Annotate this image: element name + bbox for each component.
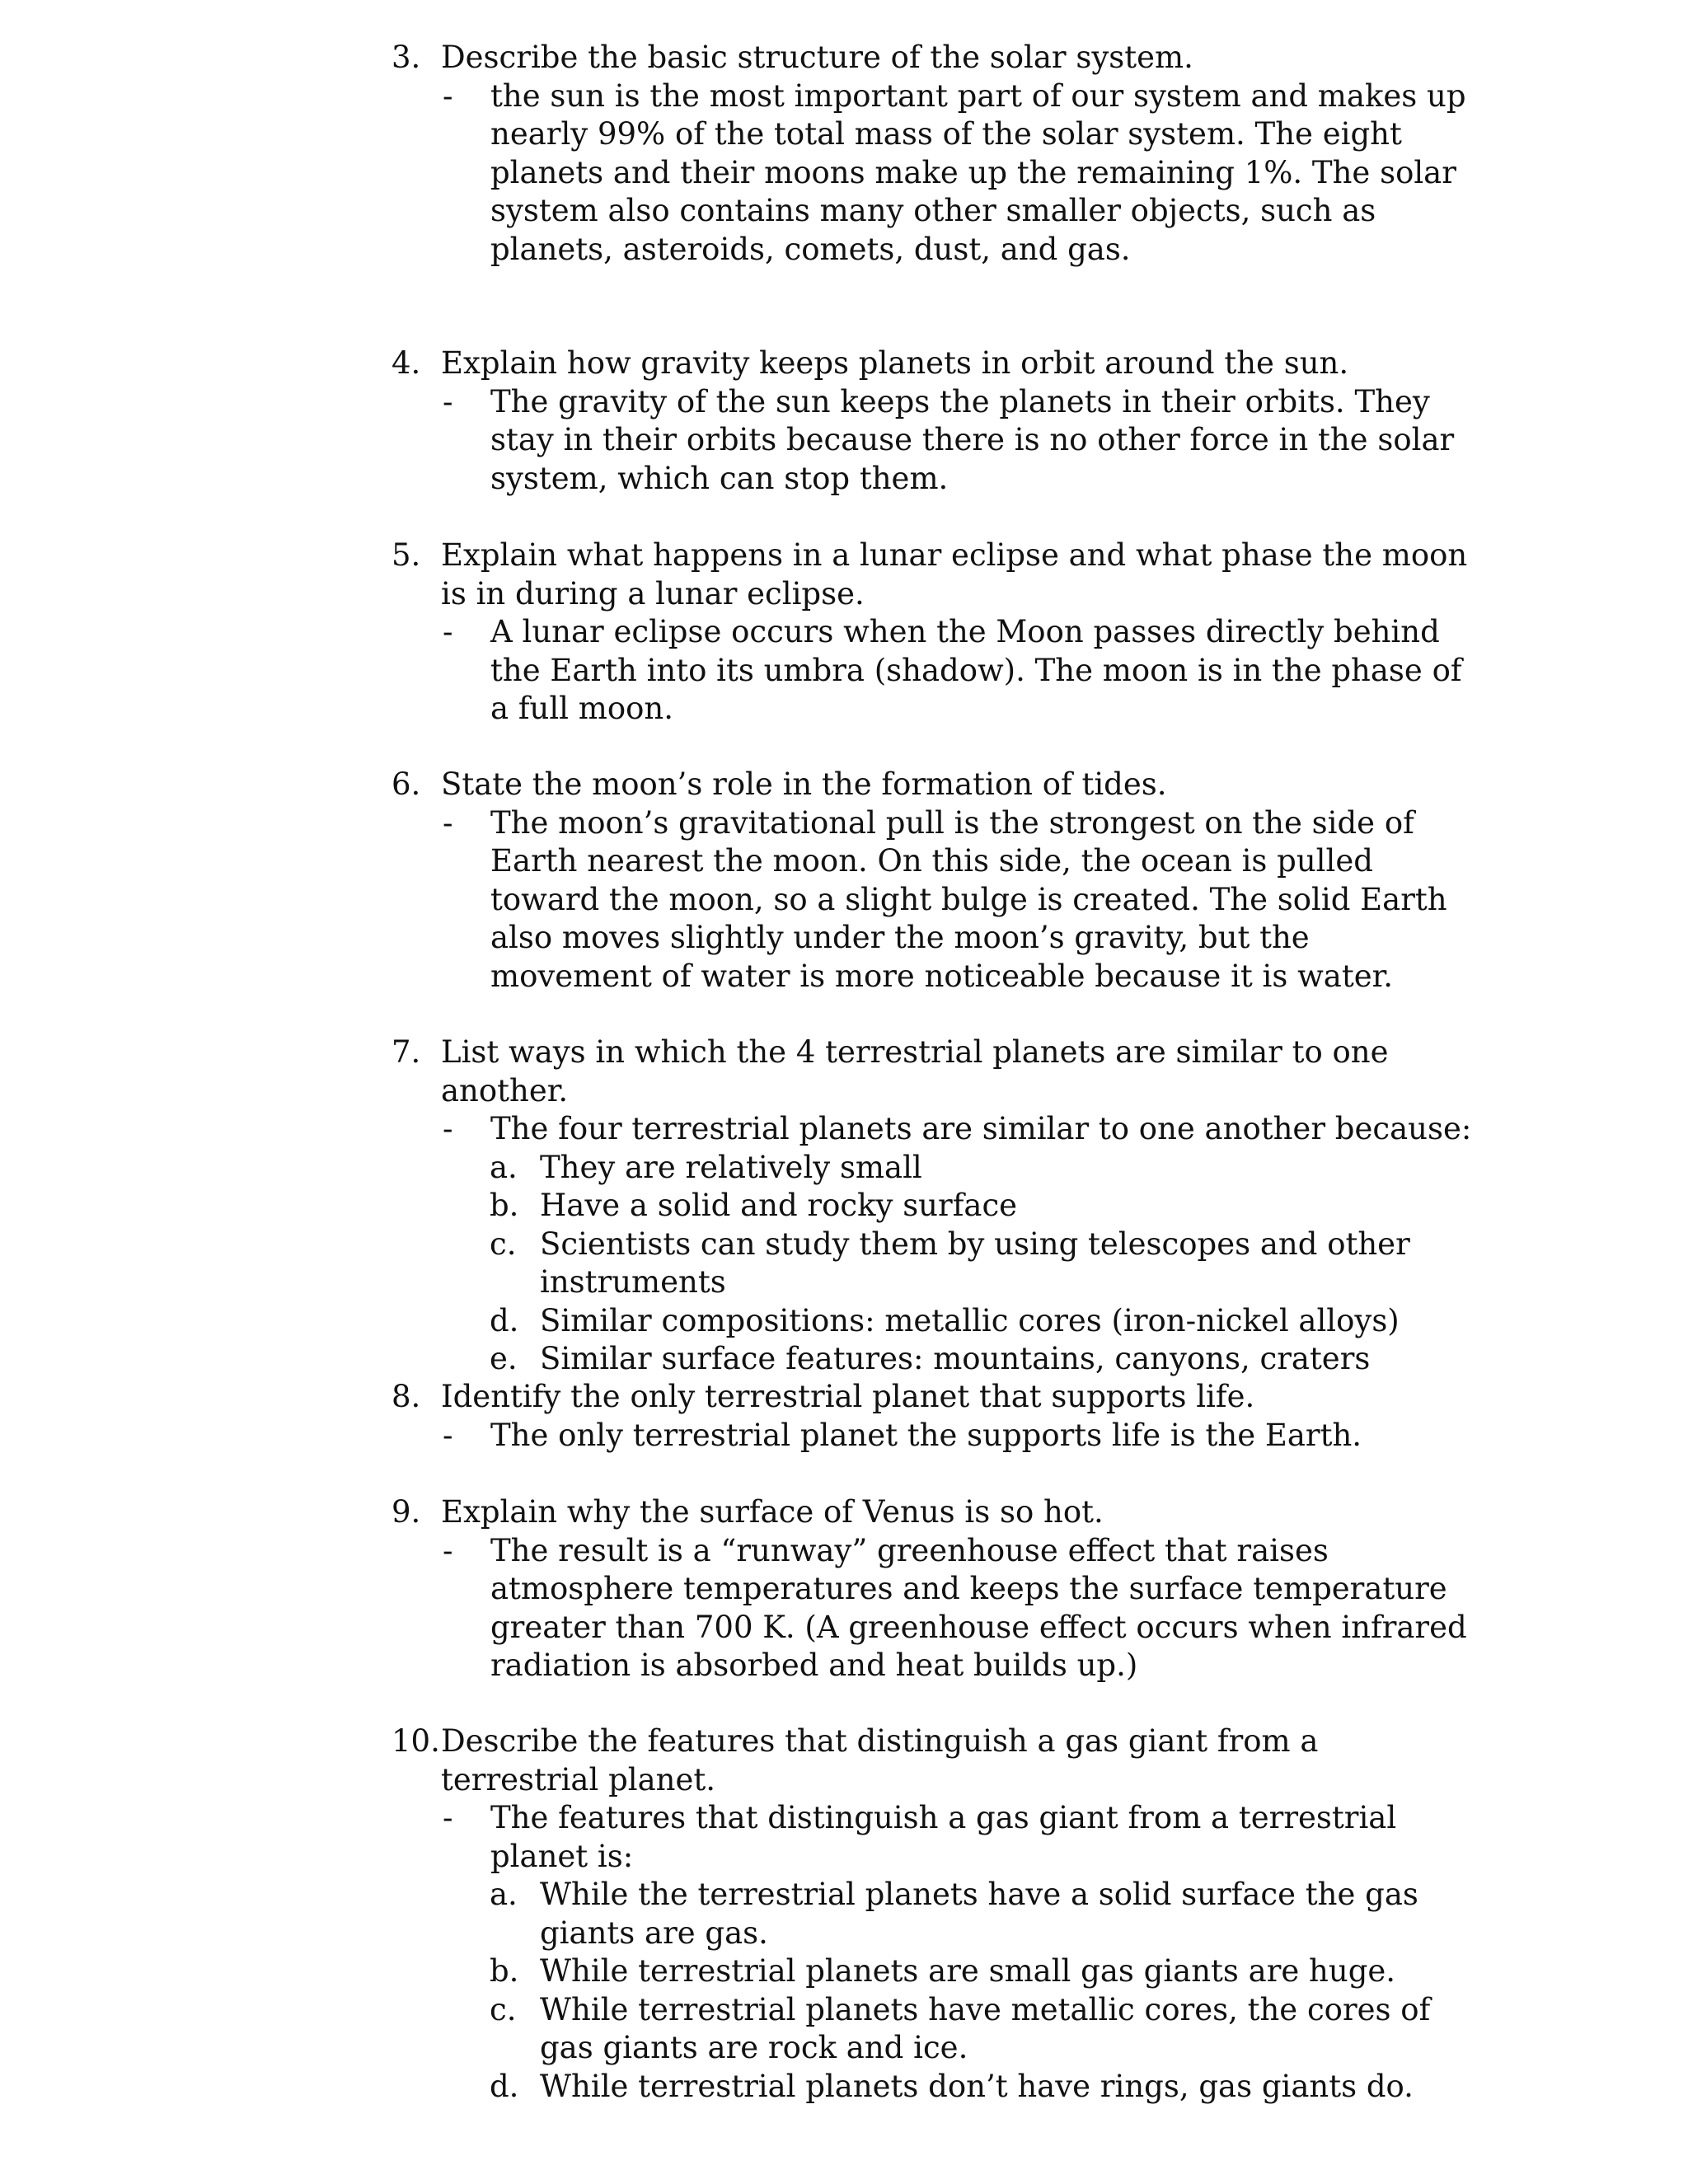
answer-text: The only terrestrial planet the supports life is the Earth. (490, 1417, 1362, 1453)
answer (392, 613, 1479, 729)
question-text: State the moon’s role in the formation of tides. (441, 766, 1167, 802)
list-item-letter: b. (490, 1188, 519, 1223)
list-item (392, 1302, 1479, 1341)
answer (392, 1532, 1479, 1685)
question-number: 7. (392, 1034, 421, 1070)
list-item-text: While terrestrial planets have metallic cores, the cores of gas giants are rock and ice. (540, 1991, 1431, 2065)
question-8 (392, 1378, 1479, 1455)
question-number: 5. (392, 537, 421, 573)
list-item-text: Scientists can study them by using telescopes and other instruments (540, 1226, 1410, 1300)
question-7-prompt (392, 1033, 1479, 1110)
list-item-text: While terrestrial planets don’t have rings, gas giants do. (540, 2068, 1414, 2104)
answer (392, 1417, 1479, 1455)
dash-bullet: - (443, 1800, 453, 1835)
question-9 (392, 1493, 1479, 1685)
question-number: 3. (392, 40, 421, 75)
answer-text: The four terrestrial planets are similar to one another because: (490, 1111, 1472, 1146)
list-item (392, 2068, 1479, 2107)
question-7 (392, 1033, 1479, 1379)
answer-text: The gravity of the sun keeps the planets in their orbits. They stay in their orbits because there is no other force in the solar system, which can stop them. (490, 383, 1455, 496)
question-6-prompt (392, 766, 1479, 804)
dash-bullet: - (443, 1532, 453, 1568)
list-item-text: Similar surface features: mountains, canyons, craters (540, 1341, 1371, 1376)
answer-text: A lunar eclipse occurs when the Moon passes directly behind the Earth into its umbra (shadow). The moon is in the phase of a full moon. (490, 614, 1462, 726)
answer (392, 1110, 1479, 1149)
dash-bullet: - (443, 614, 453, 649)
question-9-prompt (392, 1493, 1479, 1532)
list-item-letter: a. (490, 1877, 518, 1912)
list-item-letter: c. (490, 1991, 517, 2027)
list-item (392, 1340, 1479, 1379)
question-10-prompt (392, 1722, 1479, 1799)
list-item-text: While the terrestrial planets have a solid surface the gas giants are gas. (540, 1877, 1418, 1951)
list-item-text: Have a solid and rocky surface (540, 1188, 1018, 1223)
list-item (392, 1991, 1479, 2068)
question-8-prompt (392, 1378, 1479, 1417)
question-3-prompt (392, 39, 1479, 77)
question-4 (392, 344, 1479, 498)
list-item-letter: b. (490, 1953, 519, 1989)
list-item (392, 1149, 1479, 1188)
question-number: 8. (392, 1379, 421, 1414)
question-10 (392, 1722, 1479, 2106)
answer (392, 804, 1479, 996)
answer-text: The features that distinguish a gas giant from a terrestrial planet is: (490, 1800, 1397, 1874)
answer (392, 1799, 1479, 1876)
question-number: 4. (392, 345, 421, 381)
dash-bullet: - (443, 77, 453, 114)
list-item-text: They are relatively small (540, 1149, 922, 1185)
answer (392, 383, 1479, 499)
question-text: Describe the features that distinguish a gas giant from a terrestrial planet. (441, 1723, 1319, 1797)
list-item (392, 1226, 1479, 1302)
list-item-letter: e. (490, 1341, 518, 1376)
list-item (392, 1876, 1479, 1952)
question-text: Describe the basic structure of the solar system. (441, 40, 1193, 75)
list-item-letter: d. (490, 1302, 519, 1338)
question-text: List ways in which the 4 terrestrial planets are similar to one another. (441, 1034, 1389, 1108)
question-5-prompt (392, 537, 1479, 613)
question-text: Explain what happens in a lunar eclipse and what phase the moon is in during a lunar eclipse. (441, 537, 1468, 612)
question-number: 6. (392, 766, 421, 802)
dash-bullet: - (443, 383, 453, 419)
dash-bullet: - (443, 1417, 453, 1453)
list-item (392, 1952, 1479, 1991)
question-text: Explain how gravity keeps planets in orbit around the sun. (441, 345, 1349, 381)
answer-text: The moon’s gravitational pull is the strongest on the side of Earth nearest the moon. On this side, the ocean is pulled toward the moon, so a slight bulge is created. The solid Earth also moves slightly under the moon’s gravity, but the movement of water is more noticeable because it is water. (490, 804, 1447, 994)
list-item (392, 1187, 1479, 1226)
list-item-text: Similar compositions: metallic cores (iron-nickel alloys) (540, 1302, 1400, 1338)
question-number: 10. (392, 1723, 440, 1759)
dash-bullet: - (443, 1111, 453, 1146)
question-text: Explain why the surface of Venus is so hot. (441, 1494, 1104, 1530)
list-item-letter: c. (490, 1226, 517, 1262)
question-5 (392, 537, 1479, 729)
list-item-letter: a. (490, 1149, 518, 1185)
question-6 (392, 766, 1479, 996)
answer-text: the sun is the most important part of our system and makes up nearly 99% of the total mass of the solar system. The eight planets and their moons make up the remaining 1%. The solar system also contains many other smaller objects, such as planets, asteroids, comets, dust, and gas. (490, 77, 1466, 267)
answer (392, 77, 1479, 269)
list-item-letter: d. (490, 2068, 519, 2104)
question-number: 9. (392, 1494, 421, 1530)
dash-bullet: - (443, 804, 453, 841)
answer-text: The result is a “runway” greenhouse effect that raises atmosphere temperatures and keeps the surface temperature greater than 700 K. (A greenhouse effect occurs when infrared radiation is absorbed and heat builds up.) (490, 1532, 1467, 1683)
list-item-text: While terrestrial planets are small gas giants are huge. (540, 1953, 1396, 1989)
question-4-prompt (392, 344, 1479, 383)
question-3 (392, 39, 1479, 269)
question-text: Identify the only terrestrial planet that supports life. (441, 1379, 1255, 1414)
